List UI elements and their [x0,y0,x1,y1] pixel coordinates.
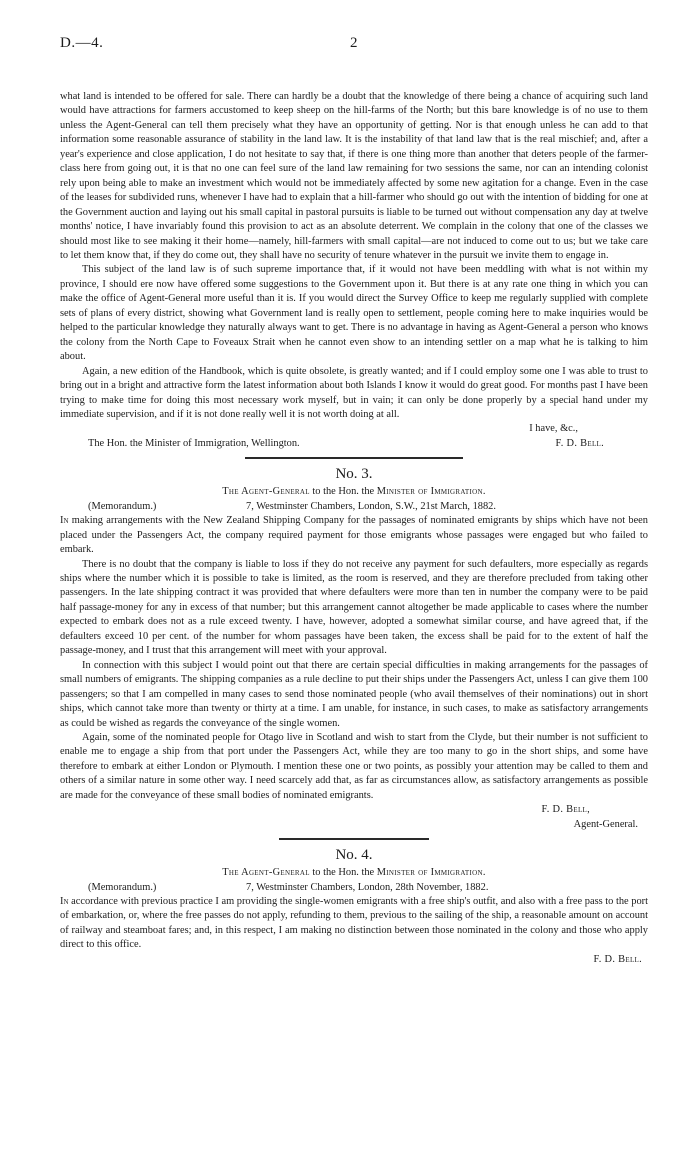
paragraph-text: accordance with previous practice I am providing the single-women emigrants with a free ship's outfit, and also with a free pass to the port of embarkation, or, where the free passes do not apply, refunding to them, previous to the sailing of the ship, a reasonable amount on account of railway and steamboat fares; and, in this respect, I am making no distinction between those nominated in the colony and those who apply direct to this office. [60,896,648,951]
memo-label: (Memorandum.) [88,500,157,512]
paragraph-text: making arrangements with the New Zealand Shipping Company for the passages of nominated emigrants by ships which have not been placed under the Passengers Act, the company required payment for those emigrants whose passages were engaged but who failed to embark. [60,515,648,556]
memo-address: 7, Westminster Chambers, London, S.W., 21st March, 1882. [246,500,496,512]
paragraph: Again, some of the nominated people for Otago live in Scotland and wish to start from the Clyde, but their number is not sufficient to enable me to engage a ship from that port under the Passengers Act, while they are too many to go in the short ships, and some have therefore to embark at either London or Plymouth. I mention these one or two points, as possibly your attention may be called to them and others of a similar nature in some other way. I need scarcely add that, as far as circumstances allow, as satisfactory arrangements as possible are made for the conveyance of these small bodies of nominated emigrants. [60,732,648,801]
section-divider [279,838,429,840]
closing-salutation: I have, &c., [529,423,578,435]
paragraph [60,514,648,557]
paragraph: Again, a new edition of the Handbook, which is quite obsolete, is greatly wanted; and if I could employ some one I was able to trust to bring out in a bright and attractive form the latest information about both Islands I know it would do great good. For months past I have been trying to make time for doing this most necessary work myself, but in vain; it can only be done properly by a special hand under my immediate supervision, and if it is not done really well it is not worth doing at all. [60,365,648,420]
memo-label: (Memorandum.) [88,881,157,893]
paragraph: what land is intended to be offered for sale. There can hardly be a doubt that the knowledge of there being a chance of acquiring such land would have attractions for farmers accustomed to keep sheep on the hill-farms of the North; but this bare knowledge is of no use to them unless the Agent-General can tell them precisely what they have an opportunity of getting. Nor is that enough unless he can add to that information some reasonable assurance of stability in the land law. It is the instability of that land law that is the real mischief; and, after a year's experience and close application, I do not hesitate to say that, if there is one thing more than another that deters people of the farmer-class here from going out, it is that no one can feel sure of the land law remaining for two sessions the same, nor can an intending colonist rely upon being able to make an investment which would not be immediately affected by some new agitation for a change. Even in the case of the leases for subdivided runs, whenever I have had to explain that a hill-farmer who should go out with the intention of bidding for one at the Government auction and laying out his small capital in pastoral pursuits is liable to be turned out without compensation any day at twelve months' notice, I have invariably found this provision to act as an absolute deterrent. We complain in the colony that one of the classes we should most like to see making it their home—namely, hill-farmers with small capital—are not induced to come out to us; but we take care to let them know that, if they do come out, they shall have no security of tenure whatever in the pursuit we invite them to engage in. [60,91,648,261]
recipient: Minister of Immigration. [376,867,486,879]
paragraph: There is no doubt that the company is liable to loss if they do not receive any payment for such defaulters, more especially as regards ships where the number which it is possible to take is limited, as the room is reserved, and they are therefore precluded from taking other passengers. In the late shipping contract it was provided that where defaulters were more than ten in number the company were to be paid half passage-money for any in excess of that number; but this arrangement cannot altogether be made applicable to cases where the number expected to embark does not as a rule exceed twenty. I have, however, adopted a somewhat similar course, and have agreed that, if the defaulters exceed 10 per cent. of the number for whom passages have been taken, the excess shall be paid for to the extent of half the passage-money, and I trust that this arrangement will meet with your approval. [60,558,648,657]
letter-title [60,485,648,499]
lead-word: In [60,896,69,908]
sender: The Agent-General [222,867,310,879]
recipient: Minister of Immigration. [376,486,486,498]
paragraph [60,895,648,953]
paragraph: In connection with this subject I would point out that there are certain special difficulties in making arrangements for the passages of small numbers of emigrants. The shipping companies as a rule decline to put their ships under the Passengers Act, unless I can give them 100 passengers; so that I am compelled in many cases to send those nominated people (who avail themselves of their nominations) out in short ships, which cannot take more than twenty or thirty at a time. I am unable, for instance, in such cases, to make as satisfactory arrangements as could be wished as regards the conveyance of the single women. [60,659,648,729]
signature-title-line [60,818,648,832]
letter-number-heading: No. 3. [335,466,373,483]
letter-no-4 [60,845,648,967]
page-number: 2 [350,35,358,51]
letter-number-heading: No. 4. [335,847,373,864]
signature-line [60,803,648,817]
memo-line [60,881,648,895]
document-reference: D.—4. [60,35,104,51]
signature: F. D. Bell, [541,804,590,816]
signature: F. D. Bell. [555,437,604,449]
memo-line [60,500,648,514]
letter-no-3 [60,464,648,832]
section-divider [245,457,463,459]
title-connector: to the Hon. the [309,486,377,498]
addressee: The Hon. the Minister of Immigration, Wellington. [88,437,300,449]
signature-line [60,953,648,967]
document-body [60,90,648,967]
lead-word: In [60,515,69,527]
signature-title: Agent-General. [573,818,638,830]
title-connector: to the Hon. the [309,867,377,879]
sender: The Agent-General [222,486,310,498]
memo-address: 7, Westminster Chambers, London, 28th November, 1882. [246,881,489,893]
paragraph: This subject of the land law is of such supreme importance that, if it would not have been meddling with what is not within my province, I should ere now have offered some suggestions to the Government upon it. But there is at any rate one thing in which you can make the office of Agent-General more useful than it is. If you would direct the Survey Office to keep me regularly supplied with complete sets of plans of every district, showing what Government land is really open to settlement, people coming here to make inquiries would be helped to the particular knowledge they naturally always want to get. There is no advantage in having as Agent-General a person who knows the colony from the North Cape to Foveaux Strait when he cannot even show to an intending settler on a map what he is talking to him about. [60,264,648,363]
letter-continuation [60,90,648,451]
signature: F. D. Bell. [593,953,642,965]
letter-title [60,866,648,880]
address-signature-line [60,437,648,451]
page-header [60,36,648,58]
